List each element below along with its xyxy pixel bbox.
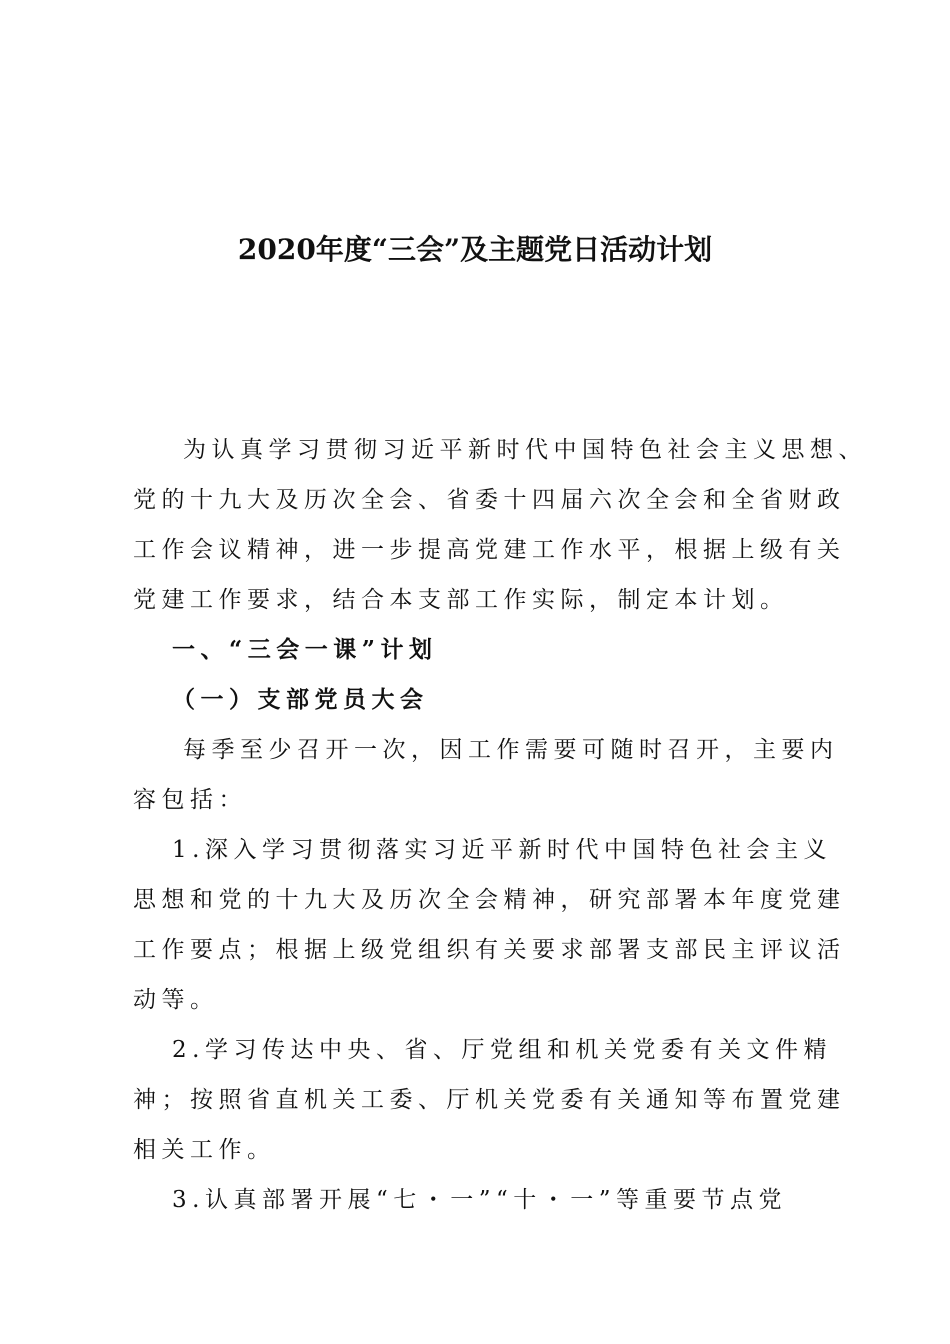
list-item-line: 神；按照省直机关工委、厅机关党委有关通知等布置党建 [133,1087,846,1113]
paragraph-line: 党的十九大及历次全会、省委十四届六次全会和全省财政 [133,487,846,513]
paragraph-line: 工作会议精神，进一步提高党建工作水平，根据上级有关 [133,537,846,563]
list-item-line: 思想和党的十九大及历次全会精神，研究部署本年度党建 [133,887,846,913]
paragraph-line: 容包括： [133,787,247,813]
list-item-line: 1.深入学习贯彻落实习近平新时代中国特色社会主义 [172,837,832,863]
list-item-line: 3.认真部署开展“七・一”“十・一”等重要节点党 [172,1187,787,1213]
list-item-line: 动等。 [133,987,219,1013]
list-item-line: 相关工作。 [133,1137,276,1163]
list-item-line: 工作要点；根据上级党组织有关要求部署支部民主评议活 [133,937,846,963]
paragraph-line: 为认真学习贯彻习近平新时代中国特色社会主义思想、 [183,437,867,463]
section-heading: 一、“三会一课”计划 [172,636,438,663]
paragraph-line: 党建工作要求，结合本支部工作实际，制定本计划。 [133,587,789,613]
subsection-heading: （一）支部党员大会 [172,686,429,713]
document-title: 2020年度“三会”及主题党日活动计划 [237,233,713,266]
list-item-line: 2.学习传达中央、省、厅党组和机关党委有关文件精 [172,1037,832,1063]
paragraph-line: 每季至少召开一次，因工作需要可随时召开，主要内 [183,737,839,763]
